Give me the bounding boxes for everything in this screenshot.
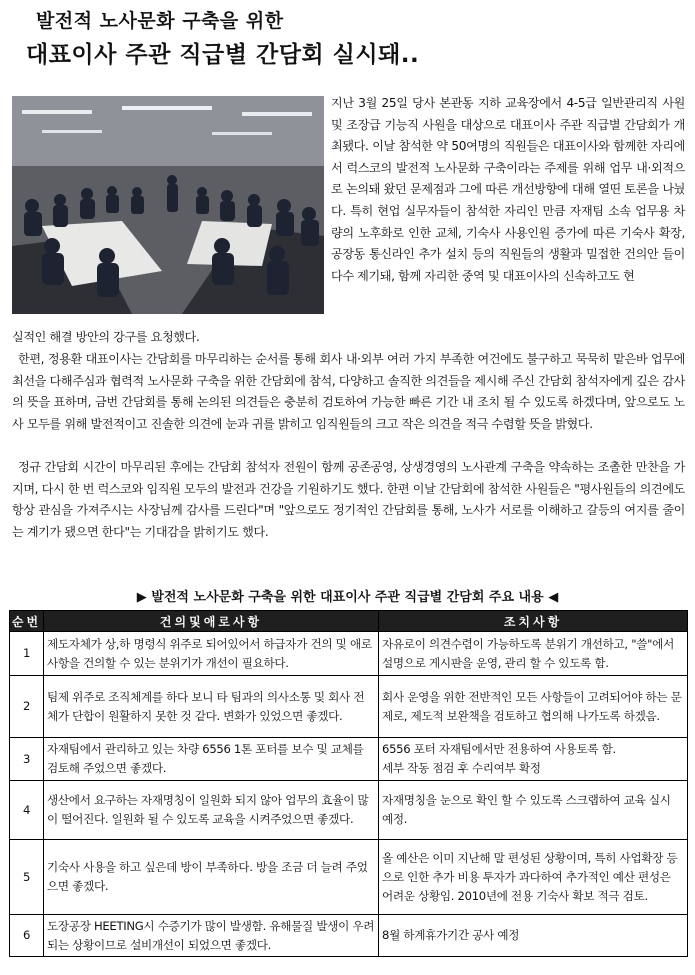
row-action: 6556 포터 자재팀에서만 전용하여 사용토록 함. 세부 작동 점검 후 수리여부 확정 bbox=[379, 738, 688, 781]
summary-table bbox=[9, 610, 688, 957]
article-paragraph-1: 지난 3월 25일 당사 본관동 지하 교육장에서 4-5급 일반관리직 사원 및 조장급 기능직 사원을 대상으로 대표이사 주관 직급별 간담회가 개최됐다. 이날 참석한 약 50여명의 직원들은 대표이사와 함께한 자리에서 럭스코의 발전적 노사문화 구축이라는 주제를 위해 업무 내·외적으로 논의돼 왔던 문제점과 그에 따른 개선방향에 대해 열띤 토론을 나눴다. 특히 현업 실무자들이 참석한 자리인 만큼 자재팀 소속 업무용 차량의 노후화로 인한 교체, 기숙사 사용인원 증가에 따른 기숙사 확장, 공장동 통신라인 추가 설치 등의 직원들의 생활과 밀접한 건의안 들이 다수 제기돼, 함께 자리한 중역 및 대표이사의 신속하고도 현 bbox=[331, 96, 685, 283]
row-action: 올 예산은 이미 지난해 말 편성된 상황이며, 특히 사업확장 등으로 인한 추가 비용 투자가 과다하여 추가적인 예산 편성은 어려운 상황임. 2010년에 전용 기숙사 확보 적극 검토. bbox=[379, 840, 688, 915]
row-issue: 팀제 위주로 조직체계를 하다 보니 타 팀과의 의사소통 및 회사 전체가 단합이 원활하지 못한 것 같다. 변화가 있었으면 좋겠다. bbox=[44, 676, 379, 738]
title-line-2: 대표이사 주관 직급별 간담회 실시돼.. bbox=[26, 42, 420, 68]
row-number: 4 bbox=[10, 781, 44, 840]
row-issue: 제도자체가 상,하 명령식 위주로 되어있어서 하급자가 건의 및 애로사항을 건의할 수 있는 분위기가 개선이 필요하다. bbox=[44, 632, 379, 676]
row-action: 회사 운영을 위한 전반적인 모든 사항들이 고려되어야 하는 문제로, 제도적 보완책을 검토하고 협의해 나가도록 하겠음. bbox=[379, 676, 688, 738]
row-issue: 기숙사 사용을 하고 싶은데 방이 부족하다. 방을 조금 더 늘려 주었으면 좋겠다. bbox=[44, 840, 379, 915]
table-row bbox=[10, 676, 688, 738]
row-action: 자재명칭을 눈으로 확인 할 수 있도록 스크랩하여 교육 실시 예정. bbox=[379, 781, 688, 840]
row-number: 3 bbox=[10, 738, 44, 781]
table-row bbox=[10, 840, 688, 915]
row-number: 5 bbox=[10, 840, 44, 915]
header-number: 순번 bbox=[10, 611, 44, 632]
row-number: 1 bbox=[10, 632, 44, 676]
row-number: 6 bbox=[10, 915, 44, 957]
header-issue: 건의및애로사항 bbox=[44, 611, 379, 632]
table-row bbox=[10, 915, 688, 957]
table-row bbox=[10, 738, 688, 781]
row-action: 8월 하계휴가기간 공사 예정 bbox=[379, 915, 688, 957]
row-action: 자유로이 의견수렴이 가능하도록 분위기 개선하고, "쓸"에서 설명으로 게시판을 운영, 관리 할 수 있도록 함. bbox=[379, 632, 688, 676]
row-number: 2 bbox=[10, 676, 44, 738]
row-issue: 생산에서 요구하는 자재명칭이 일원화 되지 않아 업무의 효율이 많이 떨어진다. 일원화 될 수 있도록 교육을 시켜주었으면 좋겠다. bbox=[44, 781, 379, 840]
header-action: 조치사항 bbox=[379, 611, 688, 632]
row-issue: 도장공장 HEETING시 수증기가 많이 발생함. 유해물질 발생이 우려되는 상황이므로 설비개선이 되었으면 좋겠다. bbox=[44, 915, 379, 957]
article-paragraph-2: 실적인 해결 방안의 강구를 요청했다. bbox=[12, 330, 200, 344]
meeting-photo-icon bbox=[12, 96, 324, 314]
article-paragraph-3: 한편, 정용환 대표이사는 간담회를 마무리하는 순서를 통해 회사 내·외부 여러 가지 부족한 여건에도 불구하고 묵묵히 맡은바 업무에 최선을 다해주심과 협력적 노사문화 구축을 위한 간담회에 참석, 다양하고 솔직한 의견들을 제시해 주신 간담회 참석자에게 깊은 감사의 뜻을 표하며, 금번 간담회를 통해 논의된 의견들은 충분히 검토하여 가능한 빠른 기간 내 조치 될 수 있도록 하겠다며, 앞으로도 노사 모두를 위해 발전적이고 진솔한 의견에 눈과 귀를 밝히고 임직원들의 크고 작은 의견을 적극 수렴할 뜻을 밝혔다. bbox=[12, 352, 685, 431]
table-row bbox=[10, 781, 688, 840]
meeting-photo-illustration bbox=[12, 96, 324, 314]
title-line-1: 발전적 노사문화 구축을 위한 bbox=[36, 10, 284, 32]
table-row bbox=[10, 632, 688, 676]
row-issue: 자재팀에서 관리하고 있는 차량 6556 1톤 포터를 보수 및 교체를 검토해 주었으면 좋겠다. bbox=[44, 738, 379, 781]
article-paragraph-4: 정규 간담회 시간이 마무리된 후에는 간담회 참석자 전원이 함께 공존공영, 상생경영의 노사관계 구축을 약속하는 조촐한 만찬을 가지며, 다시 한 번 럭스코와 임직원 모두의 발전과 건강을 기원하기도 했다. 한편 이날 간담회에 참석한 사원들은 "평사원들의 의견에도 항상 관심을 가져주시는 사장님께 감사를 드린다"며 "앞으로도 정기적인 간담회를 통해, 노사가 서로를 이해하고 갈등의 여지를 줄이는 계기가 됐으면 한다"는 기대감을 밝히기도 했다. bbox=[12, 460, 685, 539]
table-header-row bbox=[10, 611, 688, 632]
table-caption: ▶ 발전적 노사문화 구축을 위한 대표이사 주관 직급별 간담회 주요 내용 ◀ bbox=[136, 590, 559, 605]
